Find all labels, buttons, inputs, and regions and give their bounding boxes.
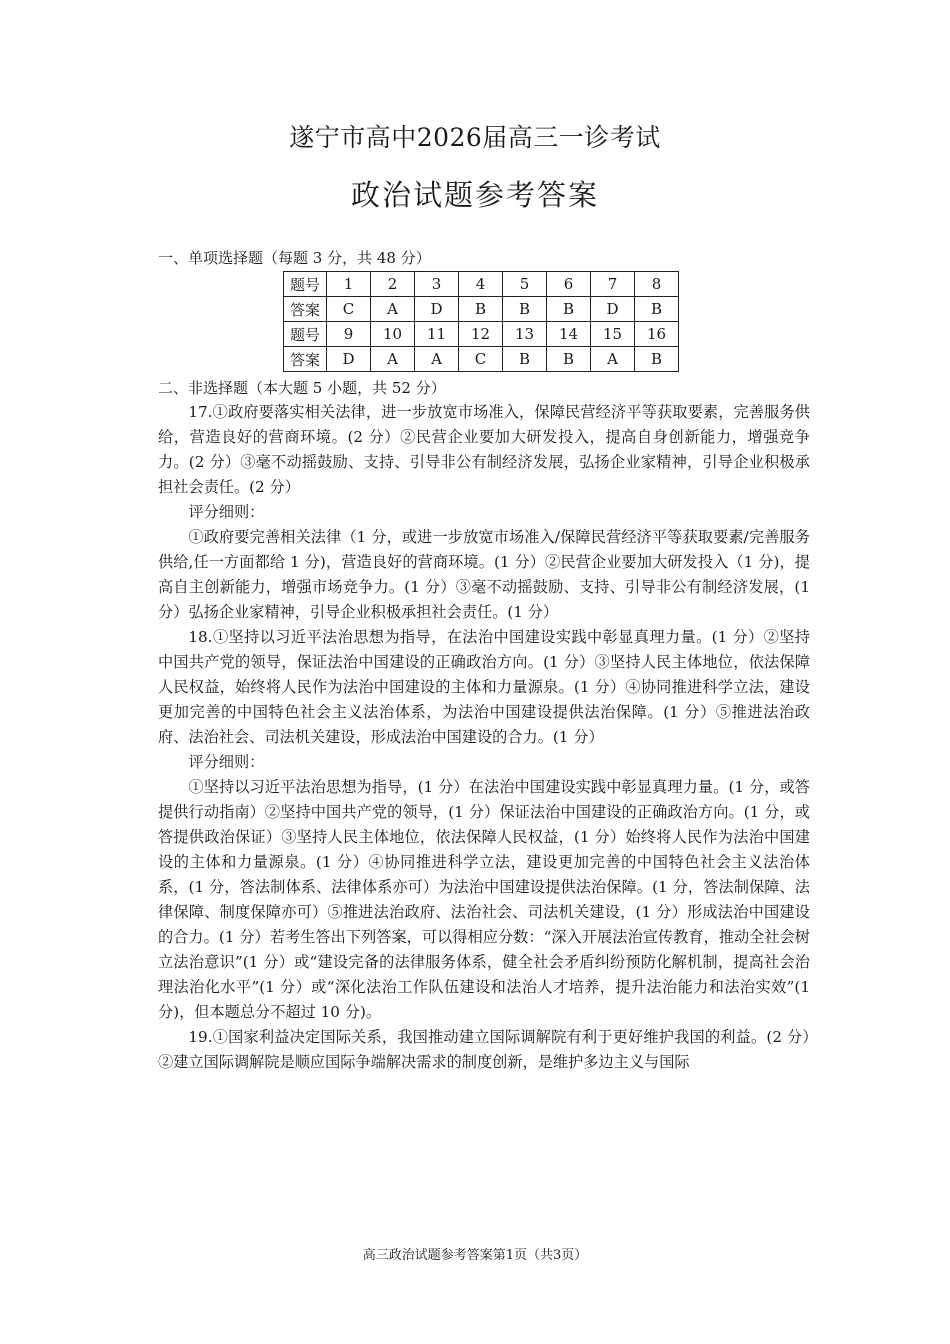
table-cell: B [635,297,679,322]
section-2-heading: 二、非选择题（本大题 5 小题，共 52 分） [158,379,446,397]
section-1-heading: 一、单项选择题（每题 3 分，共 48 分） [158,249,431,267]
table-cell: D [327,347,371,372]
answer-17: 17.①政府要落实相关法律，进一步放宽市场准入，保障民营经济平等获取要素，完善服务供给，营造良好的营商环境。(2 分）②民营企业要加大研发投入，提高自身创新能力，增强竞争力。(2 分）③毫不动摇鼓励、支持、引导非公有制经济发展，弘扬企业家精神，引导企业积极承担社会责任。(2 分） [158,403,810,496]
table-cell: 14 [547,322,591,347]
table-cell: 2 [371,272,415,297]
table-cell: 4 [459,272,503,297]
table-cell: D [415,297,459,322]
table-cell: B [547,297,591,322]
table-row-answers [284,297,679,322]
scoring-rules-17: ①政府要完善相关法律（1 分，或进一步放宽市场准入/保障民营经济平等获取要素/完善服务供给,任一方面都给 1 分)，营造良好的营商环境。(1 分）②民营企业要加大研发投入（1 分)，提高自主创新能力，增强市场竞争力。(1 分）③毫不动摇鼓励、支持、引导非公有制经济发展，(1 分）弘扬企业家精神，引导企业积极承担社会责任。(1 分） [158,528,810,621]
table-cell: 5 [503,272,547,297]
scoring-rules-label: 评分细则： [188,503,265,521]
table-cell: 15 [591,322,635,347]
table-cell-answer-label: 答案 [284,297,327,322]
table-row-question-numbers [284,322,679,347]
table-cell: A [591,347,635,372]
answer-table [283,271,679,372]
table-cell: 11 [415,322,459,347]
table-cell: C [327,297,371,322]
table-cell: 6 [547,272,591,297]
scoring-rules-18: ①坚持以习近平法治思想为指导，(1 分）在法治中国建设实践中彰显真理力量。(1 分，或答提供行动指南）②坚持中国共产党的领导，(1 分）保证法治中国建设的正确政治方向。(1 分，或答提供政治保证）③坚持人民主体地位，依法保障人民权益，(1 分）始终将人民作为法治中国建设的主体和力量源泉。(1 分）④协同推进科学立法，建设更加完善的中国特色社会主义法治体系，(1 分，答法制体系、法律体系亦可）为法治中国建设提供法治保障。(1 分，答法制保障、法律保障、制度保障亦可）⑤推进法治政府、法治社会、司法机关建设，(1 分）形成法治中国建设的合力。(1 分）若考生答出下列答案，可以得相应分数：“深入开展法治宣传教育，推动全社会树立法治意识”(1 分）或“建设完备的法律服务体系，健全社会矛盾纠纷预防化解机制，提高社会治理法治化水平”(1 分）或“深化法治工作队伍建设和法治人才培养，提升法治能力和法治实效”(1 分)，但本题总分不超过 10 分)。 [158,778,810,1021]
table-cell: A [371,347,415,372]
table-cell: B [503,347,547,372]
table-cell: 10 [371,322,415,347]
table-cell: 7 [591,272,635,297]
table-cell: 9 [327,322,371,347]
table-cell: 16 [635,322,679,347]
page-title: 遂宁市高中2026届高三一诊考试 [289,123,661,152]
table-row-question-numbers [284,272,679,297]
table-row-answers [284,347,679,372]
table-cell: 12 [459,322,503,347]
scoring-rules-label: 评分细则： [188,753,265,771]
table-cell-answer-label: 答案 [284,347,327,372]
table-cell: 13 [503,322,547,347]
table-cell: B [635,347,679,372]
table-cell: 3 [415,272,459,297]
page-subtitle: 政治试题参考答案 [350,178,599,212]
page-footer: 高三政治试题参考答案第1页（共3页） [362,1248,588,1263]
table-cell: B [547,347,591,372]
table-cell-question-label: 题号 [284,322,327,347]
table-cell: A [371,297,415,322]
table-cell: B [459,297,503,322]
table-cell: D [591,297,635,322]
table-cell: A [415,347,459,372]
table-cell: B [503,297,547,322]
table-cell: 1 [327,272,371,297]
answer-body [158,400,810,1075]
table-cell: 8 [635,272,679,297]
table-cell-question-label: 题号 [284,272,327,297]
table-cell: C [459,347,503,372]
answer-18: 18.①坚持以习近平法治思想为指导，在法治中国建设实践中彰显真理力量。(1 分）②坚持中国共产党的领导，保证法治中国建设的正确政治方向。(1 分）③坚持人民主体地位，依法保障人民权益，始终将人民作为法治中国建设的主体和力量源泉。(1 分）④协同推进科学立法，建设更加完善的中国特色社会主义法治体系，为法治中国建设提供法治保障。(1 分）⑤推进法治政府、法治社会、司法机关建设，形成法治中国建设的合力。(1 分） [158,628,810,746]
answer-19: 19.①国家利益决定国际关系，我国推动建立国际调解院有利于更好维护我国的利益。(2 分）②建立国际调解院是顺应国际争端解决需求的制度创新，是维护多边主义与国际 [158,1028,810,1071]
